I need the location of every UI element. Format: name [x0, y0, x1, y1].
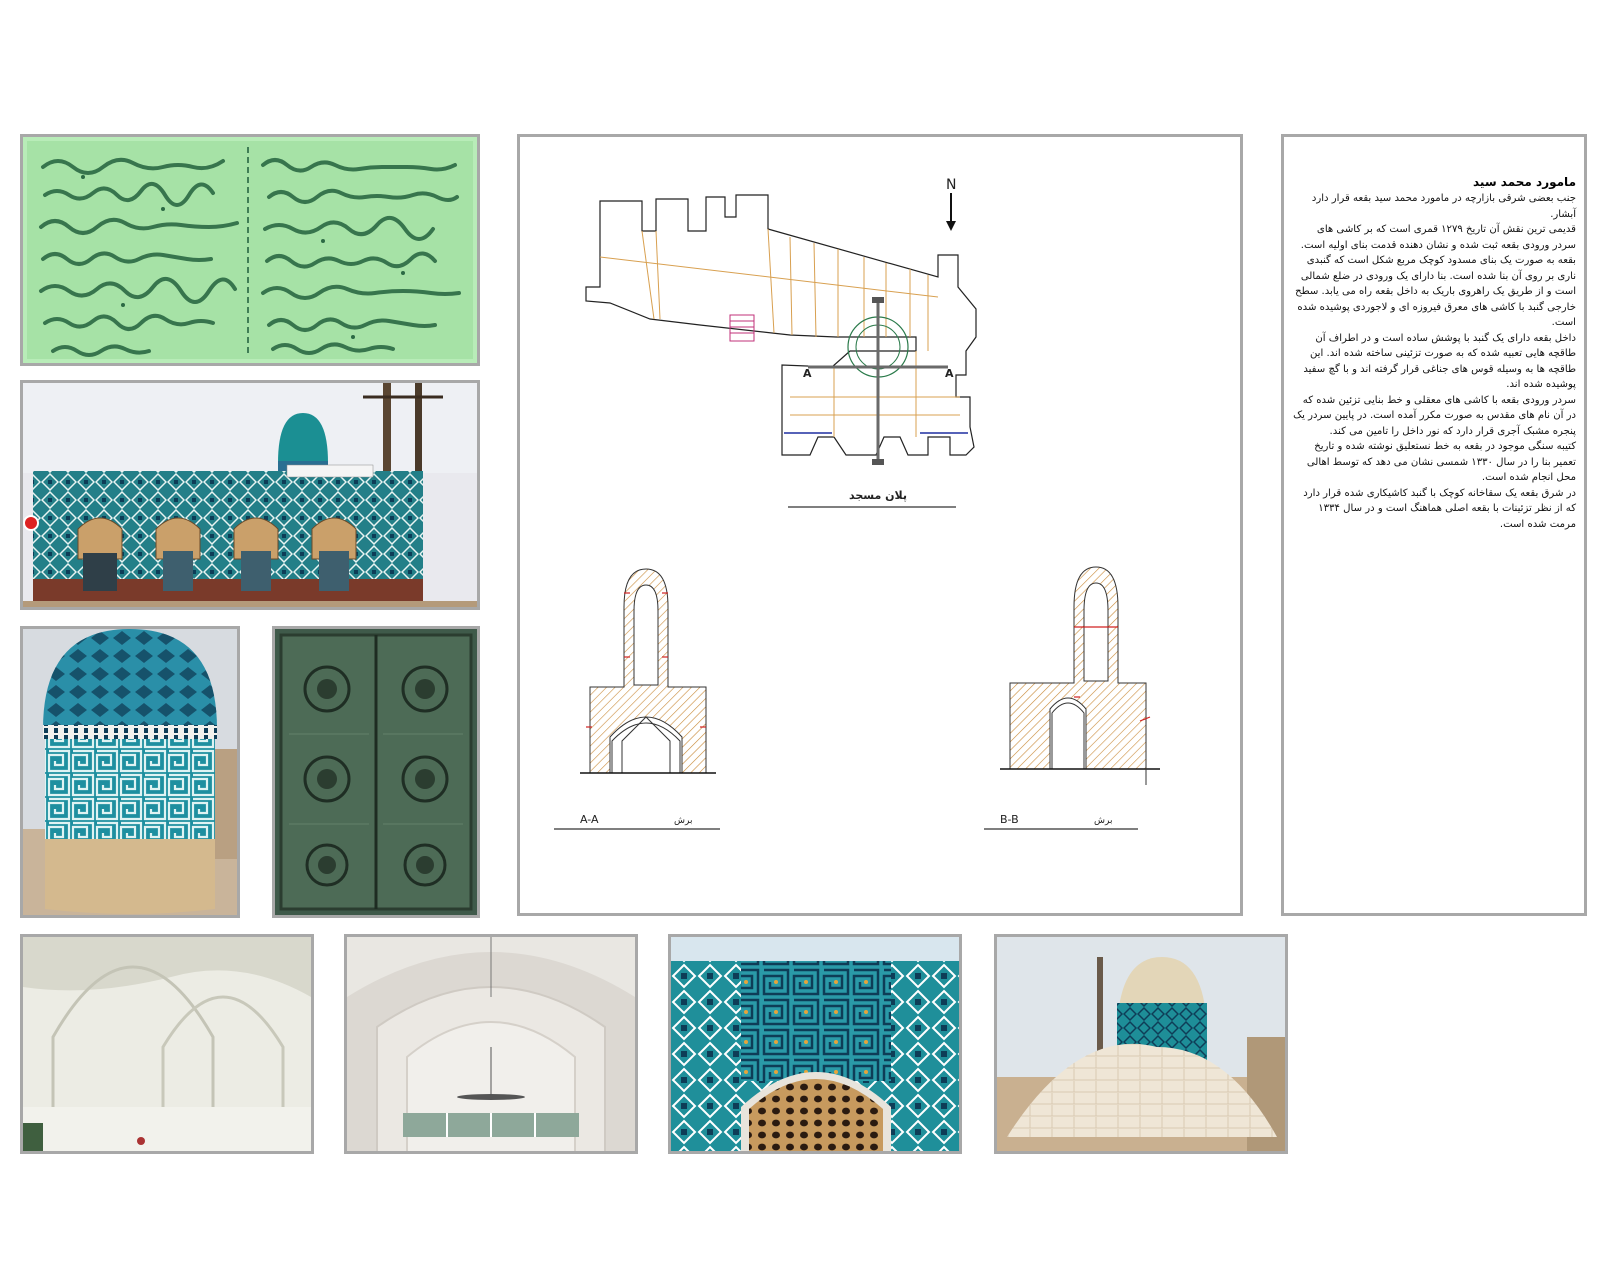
plan-interior-walls	[600, 229, 960, 437]
north-arrow	[946, 177, 956, 231]
description-paragraph: سردر ورودی بقعه با کاشی های معقلی و خط بنایی تزئین شده که در آن نام های مقدس به صورت مکرر آمده است. در پایین سردر یک پنجره مشبک آجری قرار دارد که نور داخل را تامین می کند.	[1293, 394, 1576, 437]
section-a-word: برش	[674, 816, 693, 826]
photo-door	[272, 626, 480, 918]
plan-caption: پلان مسجد	[849, 489, 907, 502]
description-paragraph: داخل بقعه دارای یک گنبد با پوشش ساده است و در اطراف آن طاقچه هایی تعبیه شده که به صورت تزئینی ساخته شده اند. این طاقچه ها به وسیله قوس های جناغی قرار گرفته اند و با گچ سفید پوشیده شده اند.	[1303, 332, 1576, 390]
description-paragraph: کتیبه سنگی موجود در بقعه به خط نستعلیق نوشته شده و تاریخ تعمیر بنا را در سال ۱۳۳۰ شمسی نشان می دهد که توسط اهالی محل انجام شده است.	[1306, 441, 1576, 483]
description-paragraph: جنب بعضی شرقی بازارچه در مامورد محمد سید بقعه قرار دارد آبشار.	[1311, 193, 1576, 220]
section-marker-right: A	[945, 367, 954, 380]
section-a-label: A-A	[580, 813, 599, 826]
description-paragraph: بقعه به صورت یک بنای مسدود کوچک مربع شکل است که گنبدی ناری بر روی آن بنا شده است. بنا دارای یک ورودی در ضلع شمالی است و از طریق یک راهروی باریک به داخل بقعه راه می یابد. سطح خارجی گنبد با کاشی های معرق فیروزه ای و لاجوردی پوشیده شده است.	[1295, 255, 1576, 328]
plan-stairs	[730, 315, 754, 341]
photo-vault-1	[20, 934, 314, 1154]
architectural-drawings	[517, 134, 1243, 916]
photo-tile-detail	[668, 934, 962, 1154]
photo-dome-roof	[994, 934, 1288, 1154]
description-title: مامورد محمد سید	[1473, 175, 1576, 189]
section-b-label: B-B	[1000, 813, 1019, 826]
photo-facade	[20, 380, 480, 610]
section-a-drawing	[580, 569, 716, 773]
photo-vault-2	[344, 934, 638, 1154]
description-paragraph: قدیمی ترین نقش آن تاریخ ۱۲۷۹ قمری است که بر کاشی های سردر ورودی بقعه ثبت شده و نشان دهنده قدمت بنای اولیه است.	[1300, 224, 1576, 251]
photo-inscription	[20, 134, 480, 366]
description-panel	[1281, 134, 1587, 916]
description-paragraph: در شرق بقعه یک سقاخانه کوچک با گنبد کاشیکاری شده قرار دارد که از نظر تزئینات با بقعه اصلی هماهنگ است و در سال ۱۳۳۴ مرمت شده است.	[1303, 487, 1576, 530]
floor-plan	[586, 195, 976, 455]
north-label: N	[946, 177, 957, 193]
section-b-drawing	[1000, 567, 1160, 785]
section-b-word: برش	[1094, 816, 1113, 826]
photo-dome	[20, 626, 240, 918]
section-marker-left: A	[803, 367, 812, 380]
